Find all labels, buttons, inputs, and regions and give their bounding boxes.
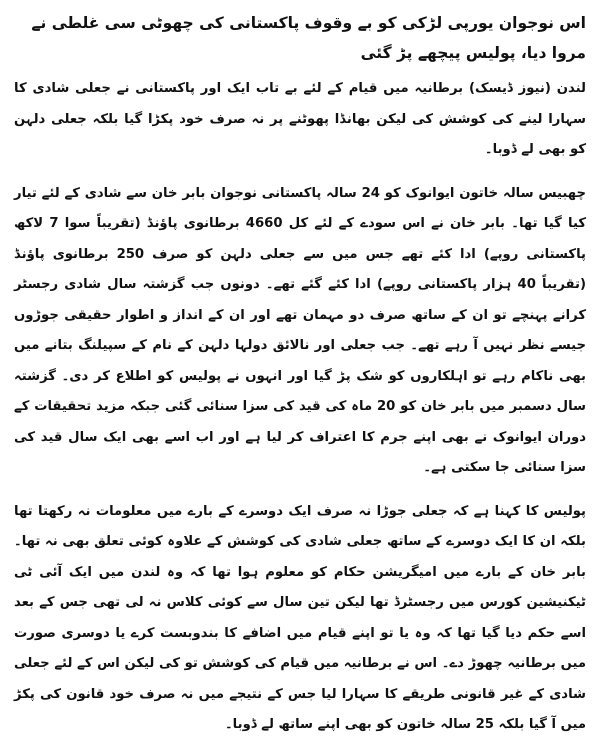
article-paragraph-details: چھبیس سالہ خاتون ایوانوک کو 24 سالہ پاکستانی نوجوان بابر خان سے شادی کے لئے تیار کیا گیا تھا۔ بابر خان نے اس سودے کے لئے کل 4660 برطانوی پاؤنڈ (تقریباً سوا 7 لاکھ پاکستانی روپے) ادا کئے تھے جس میں سے جعلی دلہن کو صرف 250 برطانوی پاؤنڈ (تقریباً 40 ہزار پاکستانی روپے) ادا کئے گئے تھے۔ دونوں جب گزشتہ سال شادی رجسٹر کرانے پہنچے تو ان کے ساتھ صرف دو مہمان تھے اور ان کے انداز و اطوار حقیقی جوڑوں جیسے نظر نہیں آ رہے تھے۔ جب جعلی اور نالائق دولہا دلہن کے نام کے سپیلنگ بتانے میں بھی ناکام رہے تو اہلکاروں کو شک پڑ گیا اور انہوں نے پولیس کو اطلاع کر دی۔ گزشتہ سال دسمبر میں بابر خان کو 20 ماہ کی قید کی سزا سنائی گئی جبکہ مزید تحقیقات کے دوران ایوانوک نے بھی اپنے جرم کا اعتراف کر لیا ہے اور اب اسے بھی ایک سال قید کی سزا سنائی جا سکتی ہے۔ (14, 185, 587, 475)
news-article (14, 8, 586, 754)
article-headline: اس نوجوان یورپی لڑکی کو بے وقوف پاکستانی کی چھوٹی سی غلطی نے مروا دیا، پولیس پیچھے پڑ گئی (31, 14, 586, 62)
article-paragraph-intro: لندن (نیوز ڈیسک) برطانیہ میں قیام کے لئے بے تاب ایک اور پاکستانی نے جعلی شادی کا سہارا لینے کی کوشش کی لیکن بھانڈا پھوٹنے پر نہ صرف خود پکڑا گیا بلکہ جعلی دلہن کو بھی لے ڈوبا۔ (14, 81, 586, 157)
article-paragraph-police-statement: پولیس کا کہنا ہے کہ جعلی جوڑا نہ صرف ایک دوسرے کے بارے میں معلومات نہ رکھتا تھا بلکہ ان کا ایک دوسرے کے ساتھ جعلی شادی کی کوشش کے علاوہ کوئی تعلق بھی نہ تھا۔ بابر خان کے بارے میں امیگریشن حکام کو معلوم ہوا تھا کہ وہ لندن میں ایک آئی ٹی ٹیکنیشین کورس میں رجسٹرڈ تھا لیکن تین سال سے کوئی کلاس نہ لی تھی جس کے بعد اسے حکم دیا گیا تھا کہ وہ یا تو اپنے قیام میں اضافے کا بندوبست کرے یا دوسری صورت میں برطانیہ چھوڑ دے۔ اس نے برطانیہ میں قیام کی کوشش تو کی لیکن اس کے لئے جعلی شادی کے غیر قانونی طریقے کا سہارا لیا جس کے نتیجے میں نہ صرف خود قانون کی پکڑ میں آ گیا بلکہ 25 سالہ خاتون کو بھی اپنے ساتھ لے ڈوبا۔ (14, 503, 586, 732)
